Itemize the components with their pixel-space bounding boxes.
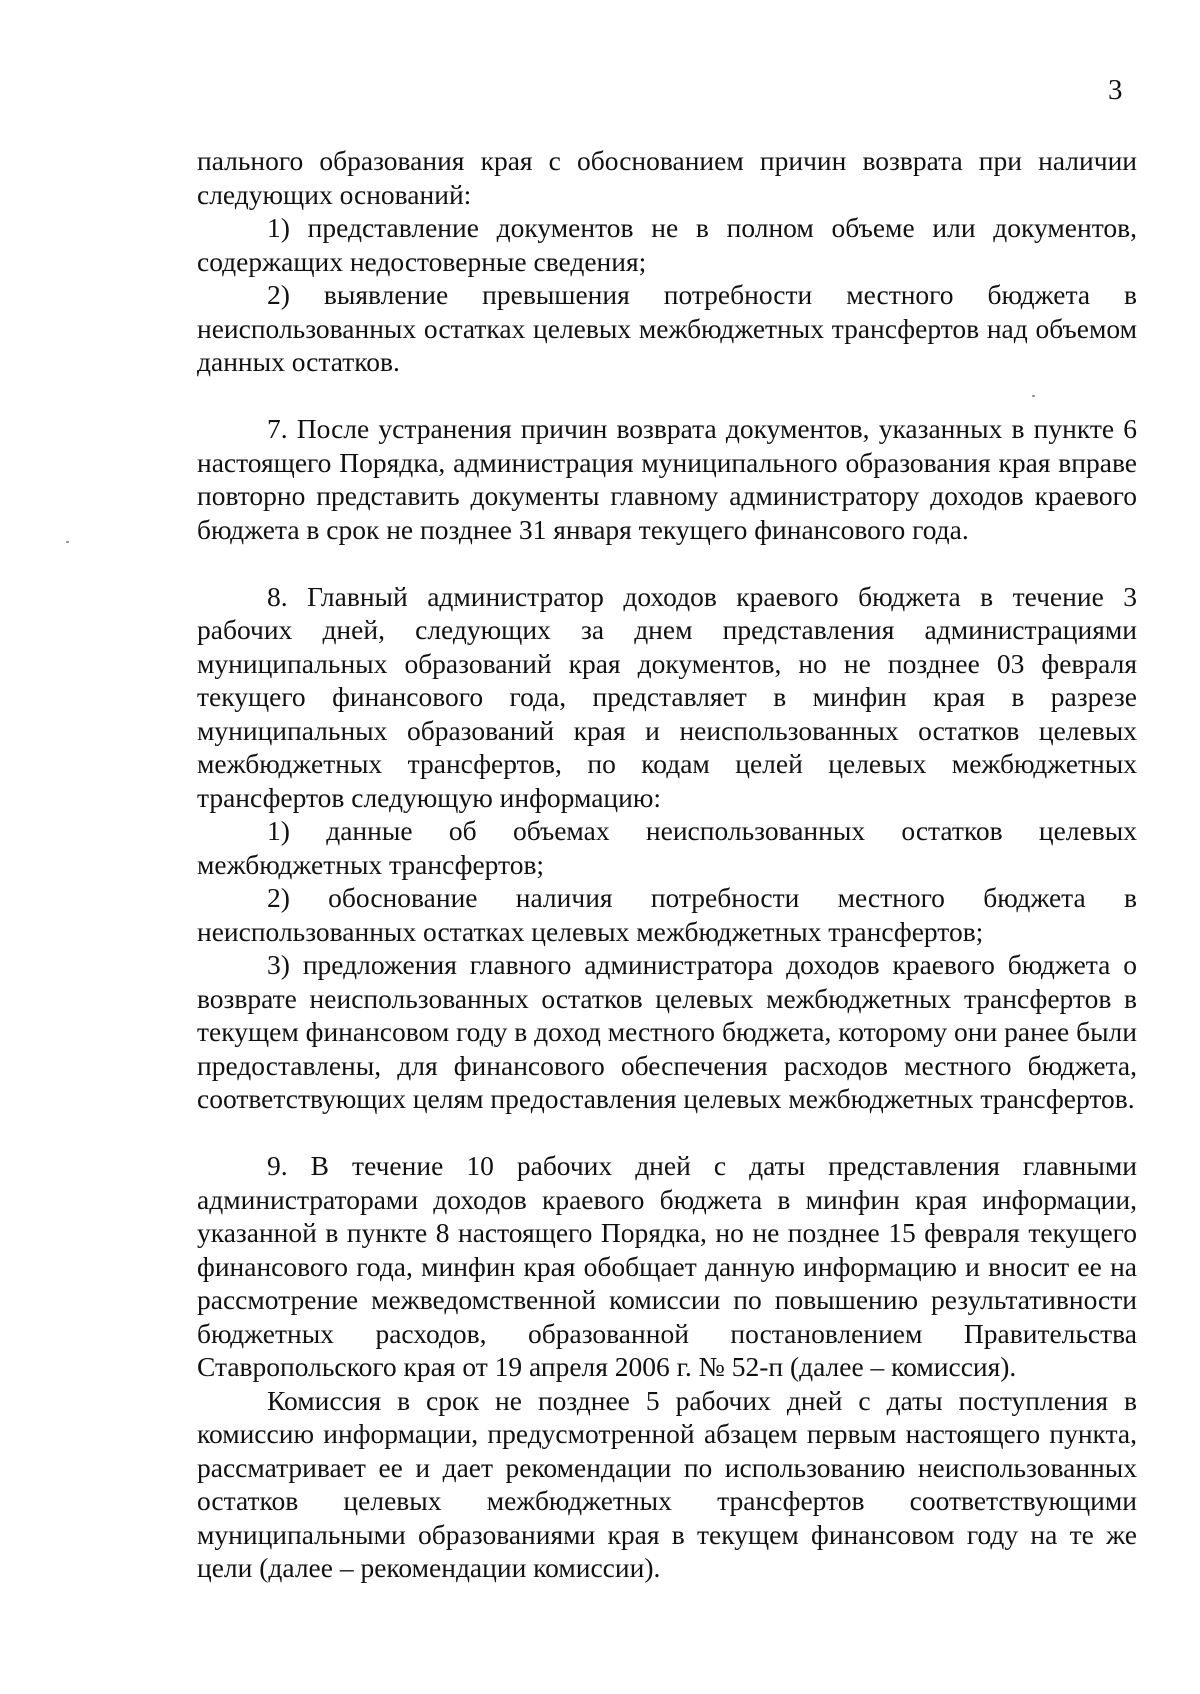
page-number: 3 (1108, 74, 1123, 106)
scan-speck (66, 541, 69, 543)
clause-7: 7. После устранения причин возврата документов, указанных в пункте 6 настоящего Порядка, администрация муниципального образования края вправе повторно представить документы главному администратору доходов краевого бюджета в срок не позднее 31 января текущего финансового года. (197, 413, 1137, 545)
list-item-1: 1) представление документов не в полном объеме или документов, содержащих недостоверные сведения; (197, 212, 1137, 277)
clause-9: 9. В течение 10 рабочих дней с даты представления главными администраторами доходов краевого бюджета в минфин края информации, указанной в пункте 8 настоящего Порядка, но не позднее 15 февраля текущего финансового года, минфин края обобщает данную информацию и вносит ее на рассмотрение межведомственной комиссии по повышению результативности бюджетных расходов, образованной постановлением Правительства Ставропольского края от 19 апреля 2006 г. № 52-п (далее – комиссия). (197, 1150, 1137, 1382)
paragraph-continuation: пального образования края с обоснованием причин возврата при наличии следующих оснований: (197, 145, 1137, 210)
list-item-2: 2) выявление превышения потребности местного бюджета в неиспользованных остатках целевых межбюджетных трансфертов над объемом данных остатков. (197, 279, 1137, 377)
clause-9-paragraph-2: Комиссия в срок не позднее 5 рабочих дней с даты поступления в комиссию информации, предусмотренной абзацем первым настоящего пункта, рассматривает ее и дает рекомендации по использованию неиспользованных остатков целевых межбюджетных трансфертов соответствующими муниципальными образованиями края в текущем финансовом году на те же цели (далее – рекомендации комиссии). (197, 1384, 1137, 1583)
clause-8-item-2: 2) обоснование наличия потребности местного бюджета в неиспользованных остатках целевых межбюджетных трансфертов; (197, 882, 1137, 947)
clause-8-item-1: 1) данные об объемах неиспользованных остатков целевых межбюджетных трансфертов; (197, 815, 1137, 880)
clause-8: 8. Главный администратор доходов краевого бюджета в течение 3 рабочих дней, следующих за днем представления администрациями муниципальных образований края документов, но не позднее 03 февраля текущего финансового года, представляет в минфин края в разрезе муниципальных образований края и неиспользованных остатков целевых межбюджетных трансфертов, по кодам целей целевых межбюджетных трансфертов следующую информацию: (197, 580, 1137, 813)
clause-8-item-3: 3) предложения главного администратора доходов краевого бюджета о возврате неиспользованных остатков целевых межбюджетных трансфертов в текущем финансовом году в доход местного бюджета, которому они ранее были предоставлены, для финансового обеспечения расходов местного бюджета, соответствующих целям предоставления целевых межбюджетных трансфертов. (197, 949, 1137, 1114)
document-body (197, 144, 1137, 1585)
